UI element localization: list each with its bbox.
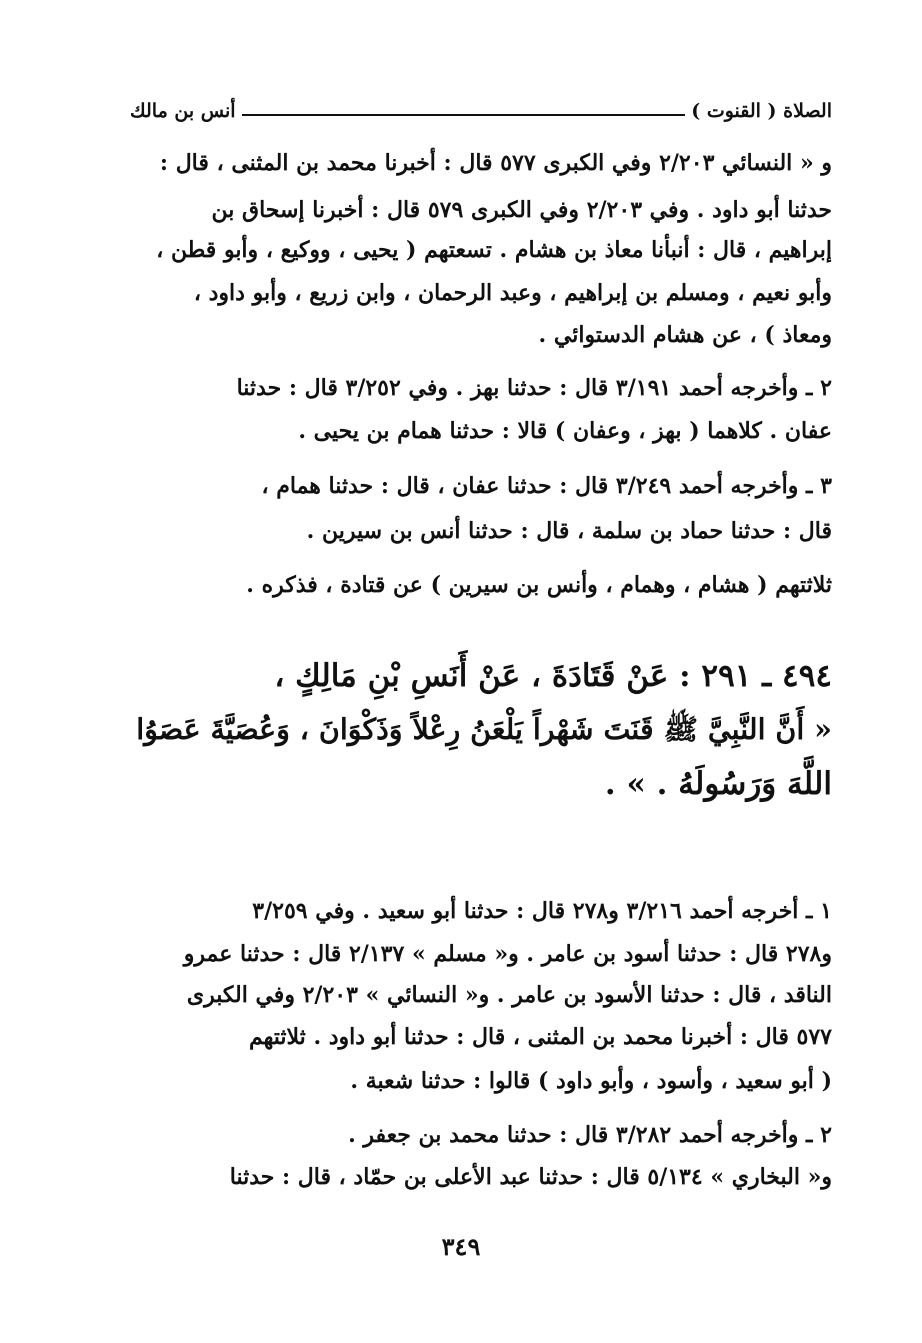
notes-top-line: وأبو نعيم ، ومسلم بن إبراهيم ، وعبد الرحمان ، وابن زريع ، وأبو داود ، <box>193 280 832 306</box>
notes-top-line: ثلاثتهم ( هشام ، وهمام ، وأنس بن سيرين ) عن قتادة ، فذكره . <box>246 572 832 598</box>
running-header <box>130 92 832 122</box>
header-narrator: أنس بن مالك <box>130 100 236 122</box>
header-rule <box>242 114 686 116</box>
notes-top-line: إبراهيم ، قال : أنبأنا معاذ بن هشام . تسعتهم ( يحيى ، ووكيع ، وأبو قطن ، <box>156 237 832 263</box>
notes-bottom-line: ٥٧٧ قال : أخبرنا محمد بن المثنى ، قال : حدثنا أبو داود . ثلاثتهم <box>248 1024 832 1050</box>
notes-top-line: و « النسائي ٢/٢٠٣ وفي الكبرى ٥٧٧ قال : أخبرنا محمد بن المثنى ، قال : <box>159 150 832 176</box>
hadith-line: اللَّهَ وَرَسُولَهُ . » . <box>604 766 832 802</box>
notes-bottom-line: و٢٧٨ قال : حدثنا أسود بن عامر . و« مسلم » ٢/١٣٧ قال : حدثنا عمرو <box>183 941 832 967</box>
notes-top-line: ومعاذ ) ، عن هشام الدستوائي . <box>538 322 832 348</box>
notes-bottom-line: ٢ ـ وأخرجه أحمد ٣/٢٨٢ قال : حدثنا محمد بن جعفر . <box>348 1122 832 1148</box>
notes-top-line: ٣ ـ وأخرجه أحمد ٣/٢٤٩ قال : حدثنا عفان ، قال : حدثنا همام ، <box>261 473 832 499</box>
notes-top-line: حدثنا أبو داود . وفي ٢/٢٠٣ وفي الكبرى ٥٧٩ قال : أخبرنا إسحاق بن <box>211 197 832 223</box>
hadith-line: « أَنَّ النَّبِيَّ ﷺ قَنَتَ شَهْراً يَلْعَنُ رِعْلاً وَذَكْوَانَ ، وَعُصَيَّةَ عَصَوُا <box>136 712 832 746</box>
hadith-line: ٤٩٤ ـ ٢٩١ : عَنْ قَتَادَةَ ، عَنْ أَنَسِ بْنِ مَالِكٍ ، <box>274 658 832 694</box>
page-number: ٣٤٩ <box>441 1232 481 1261</box>
header-section-title: الصلاة ( القنوت ) <box>691 100 832 122</box>
notes-top-line: قال : حدثنا حماد بن سلمة ، قال : حدثنا أنس بن سيرين . <box>306 518 832 544</box>
notes-top-line: ٢ ـ وأخرجه أحمد ٣/١٩١ قال : حدثنا بهز . وفي ٣/٢٥٢ قال : حدثنا <box>236 375 832 401</box>
notes-bottom-line: ( أبو سعيد ، وأسود ، وأبو داود ) قالوا : حدثنا شعبة . <box>350 1068 832 1094</box>
notes-bottom-line: و« البخاري » ٥/١٣٤ قال : حدثنا عبد الأعلى بن حمّاد ، قال : حدثنا <box>229 1164 832 1190</box>
notes-top-line: عفان . كلاهما ( بهز ، وعفان ) قالا : حدثنا همام بن يحيى . <box>298 418 832 444</box>
notes-bottom-line: الناقد ، قال : حدثنا الأسود بن عامر . و« النسائي » ٢/٢٠٣ وفي الكبرى <box>186 982 832 1008</box>
notes-bottom-line: ١ ـ أخرجه أحمد ٣/٢١٦ و٢٧٨ قال : حدثنا أبو سعيد . وفي ٣/٢٥٩ <box>252 898 832 924</box>
